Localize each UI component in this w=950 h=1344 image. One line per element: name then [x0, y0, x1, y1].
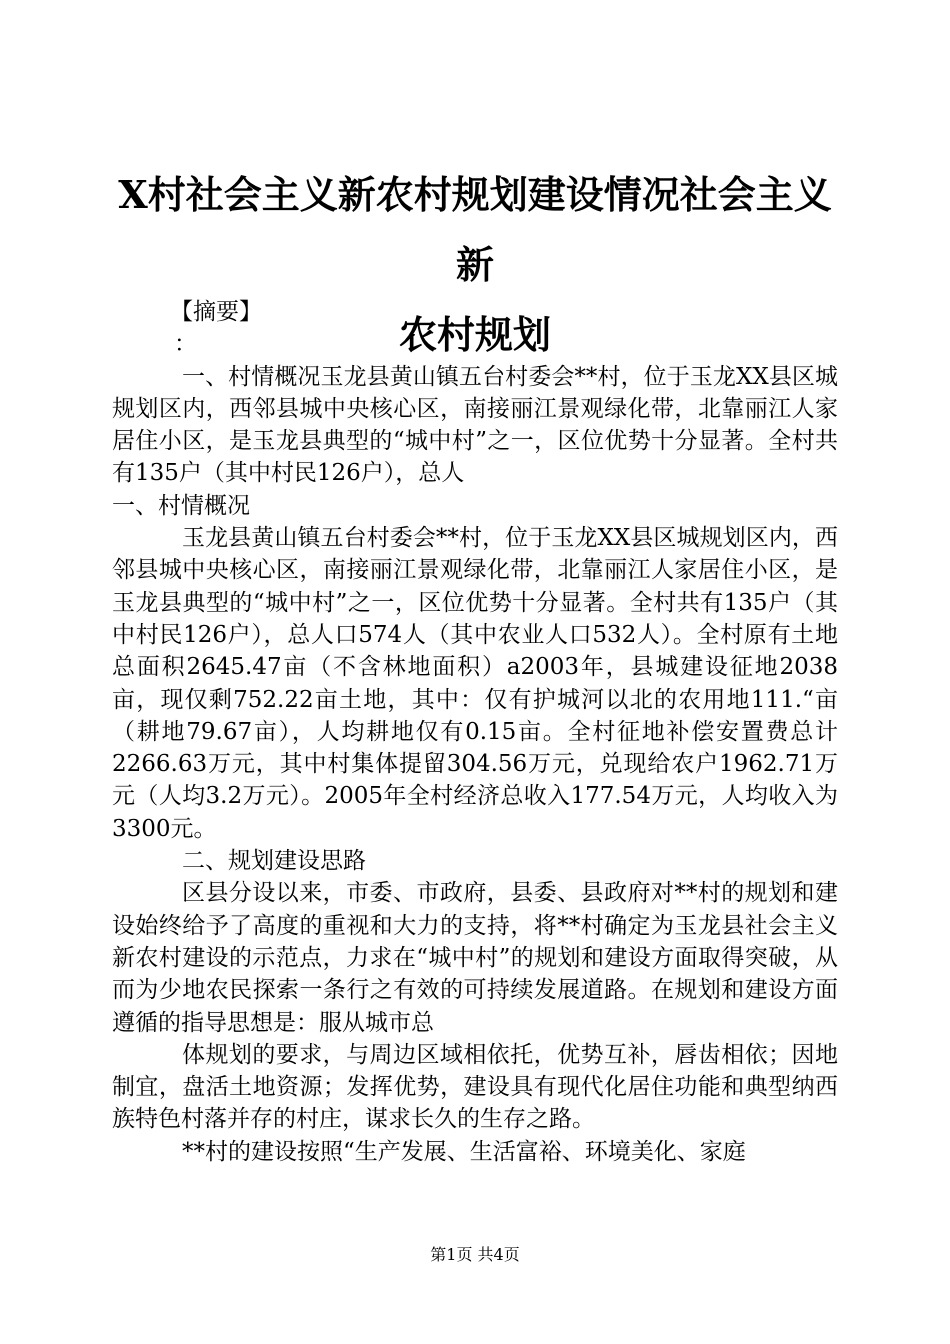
paragraph-construction: **村的建设按照“生产发展、生活富裕、环境美化、家庭: [182, 1138, 746, 1165]
document-body: [112, 296, 838, 1168]
paragraph-summary: 一、村情概况玉龙县黄山镇五台村委会**村，位于玉龙XX县区城规划区内，西邻县城中央核心区，南接丽江景观绿化带，北靠丽江人家居住小区，是玉龙县典型的“城中村”之一，区位优势十分显著。全村共有135户（其中村民126户），总人: [112, 363, 838, 487]
paragraph-village-overview: 玉龙县黄山镇五台村委会**村，位于玉龙XX县区城规划区内，西邻县城中央核心区，南接丽江景观绿化带，北靠丽江人家居住小区，是玉龙县典型的“城中村”之一，区位优势十分显著。全村共有135户（其中村民126户），总人口574人（其中农业人口532人）。全村原有土地总面积2645.47亩（不含林地面积）a2003年，县城建设征地2038亩，现仅剩752.22亩土地，其中：仅有护城河以北的农用地111.“亩（耕地79.67亩），人均耕地仅有0.15亩。全村征地补偿安置费总计2266.63万元，其中村集体提留304.56万元，兑现给农户1962.71万元（人均3.2万元）。2005年全村经济总收入177.54万元，人均收入为3300元。: [112, 525, 838, 842]
section-heading-2: 二、规划建设思路: [182, 848, 366, 875]
page-footer: 第1页 共4页: [430, 1245, 520, 1264]
paragraph-planning-continued: 体规划的要求，与周边区域相依托，优势互补，唇齿相依；因地制宜，盘活土地资源；发挥优势，建设具有现代化居住功能和典型纳西族特色村落并存的村庄，谋求长久的生存之路。: [112, 1041, 838, 1133]
abstract-colon: ：: [174, 331, 197, 358]
title-line-1: X村社会主义新农村规划建设情况社会主义新: [118, 172, 832, 287]
title-line-2: 农村规划: [398, 312, 551, 357]
section-heading-1-repeat: 一、村情概况: [112, 492, 250, 519]
abstract-label: 【摘要】: [170, 299, 262, 325]
paragraph-planning-idea: 区县分设以来，市委、市政府，县委、县政府对**村的规划和建设始终给予了高度的重视和大力的支持，将**村确定为玉龙县社会主义新农村建设的示范点，力求在“城中村”的规划和建设方面取得突破，从而为少地农民探索一条行之有效的可持续发展道路。在规划和建设方面遵循的指导思想是：服从城市总: [112, 880, 838, 1036]
